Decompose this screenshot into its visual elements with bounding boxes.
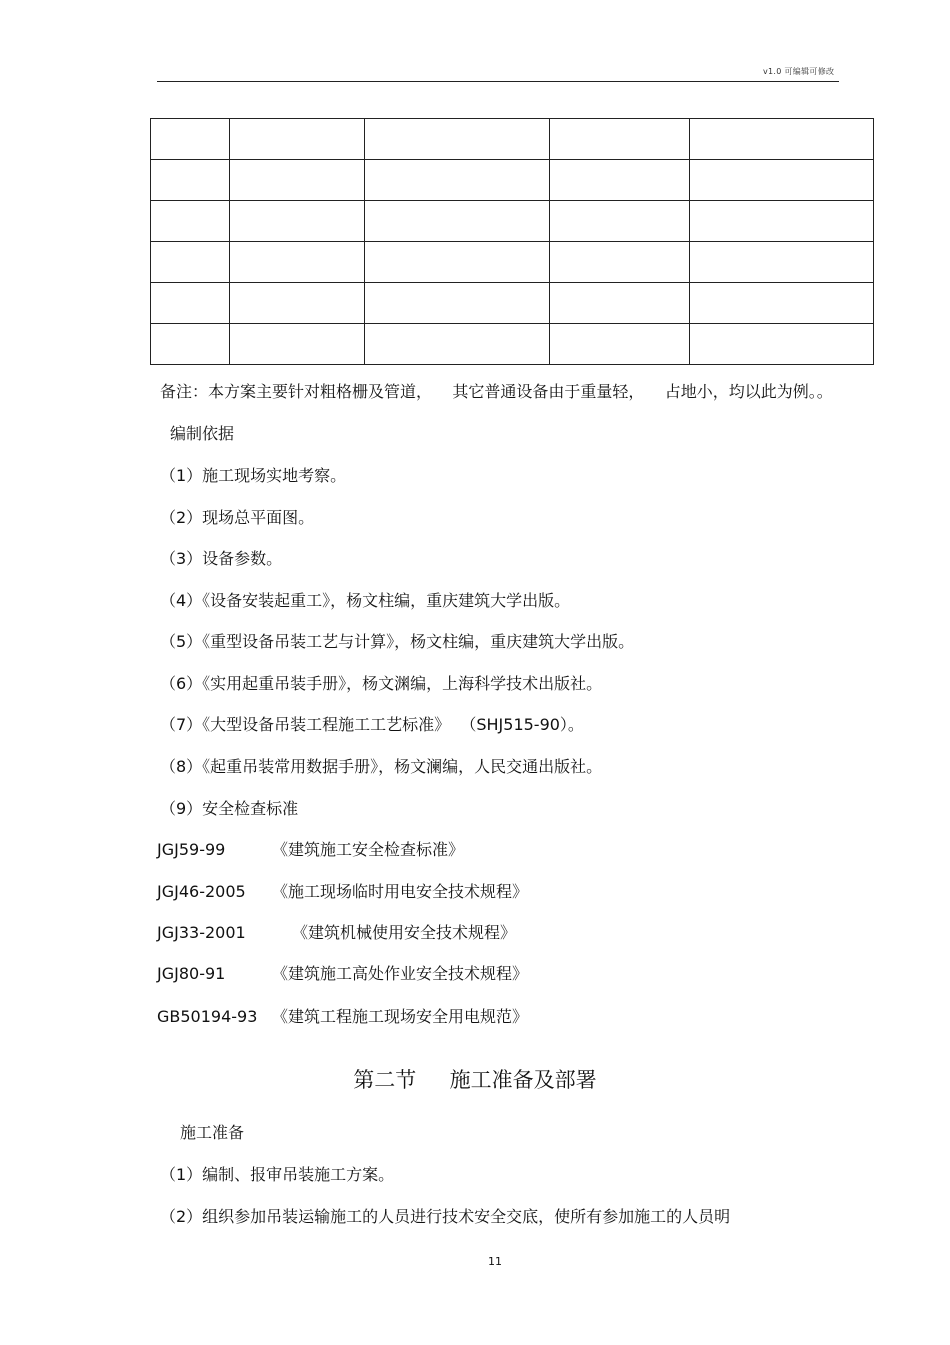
- basis-item: （9）安全检查标准: [160, 799, 299, 818]
- table-cell: [550, 283, 690, 324]
- table-cell: [230, 119, 365, 160]
- standard-code: JGJ59-99: [157, 840, 226, 859]
- table-cell: [151, 242, 230, 283]
- basis-item: （4）《设备安装起重工》，杨文柱编，重庆建筑大学出版。: [160, 591, 571, 610]
- table-cell: [151, 160, 230, 201]
- table-row: [151, 119, 874, 160]
- section-subtitle: 施工准备: [180, 1123, 245, 1142]
- table-cell: [151, 324, 230, 365]
- table-row: [151, 242, 874, 283]
- table-cell: [365, 119, 550, 160]
- table-cell: [230, 283, 365, 324]
- table-cell: [230, 160, 365, 201]
- table-cell: [365, 242, 550, 283]
- basis-item: （2）现场总平面图。: [160, 508, 315, 527]
- table-cell: [690, 324, 874, 365]
- section-heading: 第二节 施工准备及部署: [353, 1068, 597, 1092]
- table-cell: [151, 201, 230, 242]
- basis-item: （1）施工现场实地考察。: [160, 466, 347, 485]
- standard-name: 《建筑工程施工现场安全用电规范》: [272, 1007, 529, 1026]
- basis-item: （5）《重型设备吊装工艺与计算》，杨文柱编，重庆建筑大学出版。: [160, 632, 635, 651]
- basis-item: （8）《起重吊装常用数据手册》，杨文澜编，人民交通出版社。: [160, 757, 603, 776]
- standard-code: GB50194-93: [157, 1007, 258, 1026]
- table-cell: [690, 160, 874, 201]
- standard-code: JGJ33-2001: [157, 923, 246, 942]
- header-rule: [157, 81, 839, 82]
- table-cell: [550, 324, 690, 365]
- table-row: [151, 201, 874, 242]
- table-row: [151, 283, 874, 324]
- table-cell: [230, 324, 365, 365]
- table-cell: [690, 242, 874, 283]
- basis-item: （6）《实用起重吊装手册》，杨文渊编，上海科学技术出版社。: [160, 674, 603, 693]
- section-item: （2）组织参加吊装运输施工的人员进行技术安全交底，使所有参加施工的人员明: [160, 1207, 731, 1226]
- page-number: 11: [488, 1255, 502, 1268]
- standard-code: JGJ80-91: [157, 964, 226, 983]
- note-text: 备注：本方案主要针对粗格栅及管道， 其它普通设备由于重量轻， 占地小，均以此为例。。: [160, 382, 833, 401]
- table-row: [151, 324, 874, 365]
- basis-item: （3）设备参数。: [160, 549, 283, 568]
- basis-title: 编制依据: [170, 424, 235, 443]
- standard-name: 《建筑施工高处作业安全技术规程》: [272, 964, 529, 983]
- table-cell: [550, 242, 690, 283]
- table-cell: [550, 201, 690, 242]
- standard-name: 《建筑施工安全检查标准》: [272, 840, 465, 859]
- table-cell: [690, 201, 874, 242]
- standard-name: 《施工现场临时用电安全技术规程》: [272, 882, 529, 901]
- table-cell: [365, 201, 550, 242]
- table-cell: [365, 160, 550, 201]
- basis-item: （7）《大型设备吊装工程施工工艺标准》 （SHJ515-90）。: [160, 715, 584, 734]
- table-cell: [690, 119, 874, 160]
- table-cell: [550, 160, 690, 201]
- empty-table: [150, 118, 874, 365]
- standard-name: 《建筑机械使用安全技术规程》: [292, 923, 517, 942]
- table-row: [151, 160, 874, 201]
- table-cell: [230, 201, 365, 242]
- table-cell: [550, 119, 690, 160]
- section-item: （1）编制、报审吊装施工方案。: [160, 1165, 395, 1184]
- table-cell: [365, 324, 550, 365]
- standard-code: JGJ46-2005: [157, 882, 246, 901]
- table-cell: [365, 283, 550, 324]
- table-cell: [151, 283, 230, 324]
- table-cell: [151, 119, 230, 160]
- header-version-tag: v1.0 可编辑可修改: [763, 67, 835, 76]
- table-cell: [690, 283, 874, 324]
- table-cell: [230, 242, 365, 283]
